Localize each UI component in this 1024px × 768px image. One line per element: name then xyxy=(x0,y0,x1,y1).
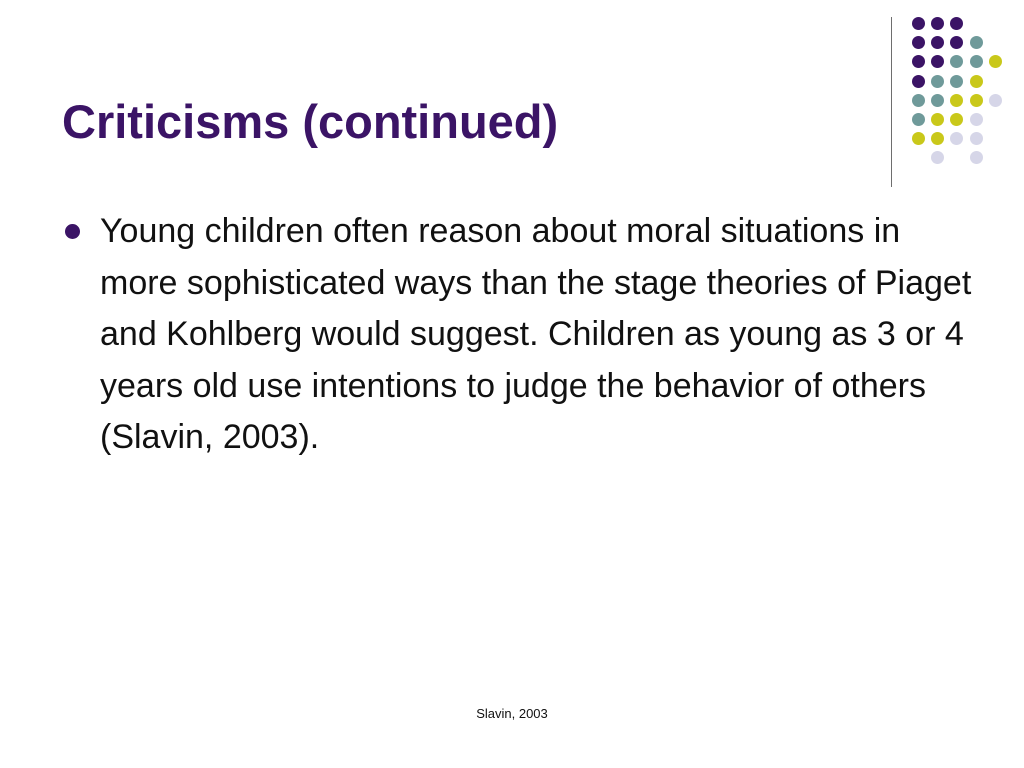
decorative-dot xyxy=(970,151,983,164)
decorative-dot xyxy=(989,55,1002,68)
decorative-dot xyxy=(912,94,925,107)
decorative-dot xyxy=(931,55,944,68)
decorative-dot xyxy=(931,36,944,49)
decorative-dot xyxy=(970,132,983,145)
decorative-dot xyxy=(950,55,963,68)
bullet-text: Young children often reason about moral situations in more sophisticated ways than the stage theories of Piaget and Kohlberg would suggest. Children as young as 3 or 4 years old use intentions to judge the behavior of others (Slavin, 2003). xyxy=(100,212,972,456)
vertical-divider xyxy=(891,17,892,187)
decorative-dot xyxy=(912,36,925,49)
decorative-dot xyxy=(931,17,944,30)
bullet-list xyxy=(62,206,982,464)
decorative-dot xyxy=(970,113,983,126)
decorative-dot xyxy=(912,55,925,68)
decorative-dot xyxy=(912,113,925,126)
decorative-dot xyxy=(931,151,944,164)
decorative-dot xyxy=(912,132,925,145)
decorative-dot xyxy=(912,17,925,30)
decorative-dot xyxy=(950,17,963,30)
decorative-dot xyxy=(931,94,944,107)
slide-footer xyxy=(0,706,1024,721)
bullet-icon xyxy=(65,224,80,239)
decorative-dot xyxy=(950,113,963,126)
bullet-item xyxy=(62,206,982,464)
decorative-dot xyxy=(931,132,944,145)
decorative-dot xyxy=(950,132,963,145)
decorative-dot xyxy=(970,94,983,107)
decorative-dot xyxy=(970,75,983,88)
decorative-dot xyxy=(989,94,1002,107)
decorative-dot xyxy=(970,36,983,49)
decorative-dot xyxy=(931,113,944,126)
decorative-dot xyxy=(970,55,983,68)
footer-citation: Slavin, 2003 xyxy=(476,706,548,721)
slide-title: Criticisms (continued) xyxy=(62,95,559,148)
decorative-dot xyxy=(931,75,944,88)
decorative-dot xyxy=(950,94,963,107)
decorative-dot xyxy=(950,36,963,49)
decorative-dot xyxy=(912,75,925,88)
decorative-dot xyxy=(950,75,963,88)
